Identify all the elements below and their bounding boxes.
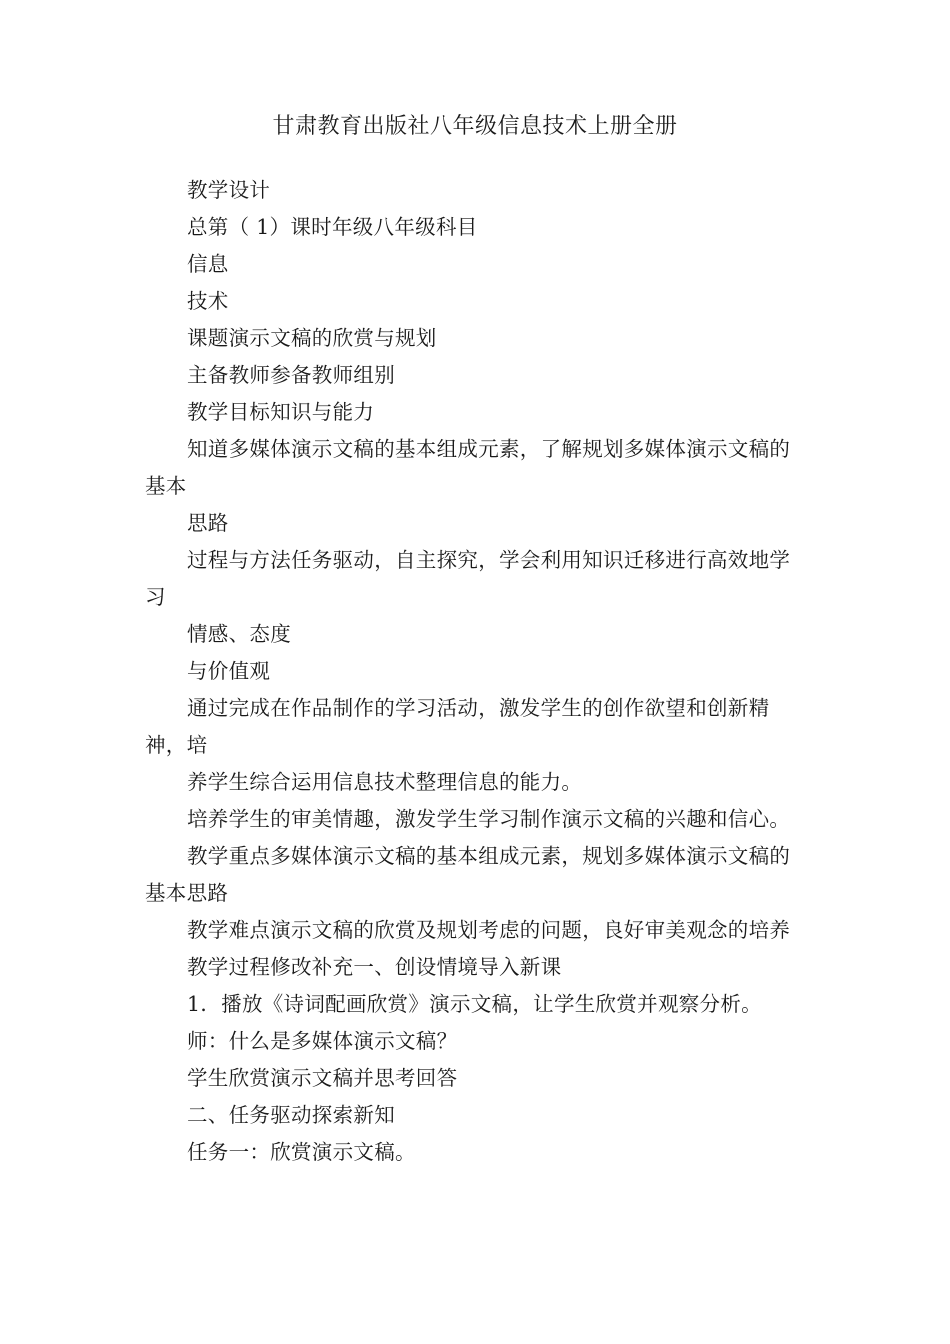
paragraph: 培养学生的审美情趣，激发学生学习制作演示文稿的兴趣和信心。 — [187, 807, 791, 831]
paragraph: 学生欣赏演示文稿并思考回答 — [187, 1066, 458, 1090]
paragraph: 过程与方法任务驱动，自主探究，学会利用知识迁移进行高效地学习 — [145, 548, 791, 609]
paragraph: 教学设计 — [187, 178, 271, 202]
document-title: 甘肃教育出版社八年级信息技术上册全册 — [272, 114, 678, 139]
paragraph: 养学生综合运用信息技术整理信息的能力。 — [187, 770, 583, 794]
paragraph: 知道多媒体演示文稿的基本组成元素，了解规划多媒体演示文稿的基本 — [145, 437, 791, 498]
paragraph: 情感、态度 — [187, 622, 291, 646]
paragraph: 二、任务驱动探索新知 — [187, 1103, 395, 1127]
paragraph: 教学过程修改补充一、创设情境导入新课 — [187, 955, 562, 979]
paragraph: 信息 — [187, 252, 229, 276]
paragraph: 教学难点演示文稿的欣赏及规划考虑的问题，良好审美观念的培养 — [187, 918, 791, 942]
document-body — [145, 172, 810, 1171]
paragraph: 总第（ 1）课时年级八年级科目 — [187, 215, 478, 239]
paragraph: 主备教师参备教师组别 — [187, 363, 395, 387]
paragraph: 师：什么是多媒体演示文稿？ — [187, 1029, 458, 1053]
paragraph: 通过完成在作品制作的学习活动，激发学生的创作欲望和创新精神，培 — [145, 696, 770, 757]
paragraph: 技术 — [187, 289, 229, 313]
paragraph: 1．播放《诗词配画欣赏》演示文稿，让学生欣赏并观察分析。 — [187, 992, 762, 1016]
paragraph: 思路 — [187, 511, 229, 535]
paragraph: 教学重点多媒体演示文稿的基本组成元素，规划多媒体演示文稿的基本思路 — [145, 844, 791, 905]
paragraph: 与价值观 — [187, 659, 271, 683]
paragraph: 任务一：欣赏演示文稿。 — [187, 1140, 416, 1164]
paragraph: 课题演示文稿的欣赏与规划 — [187, 326, 437, 350]
paragraph: 教学目标知识与能力 — [187, 400, 375, 424]
